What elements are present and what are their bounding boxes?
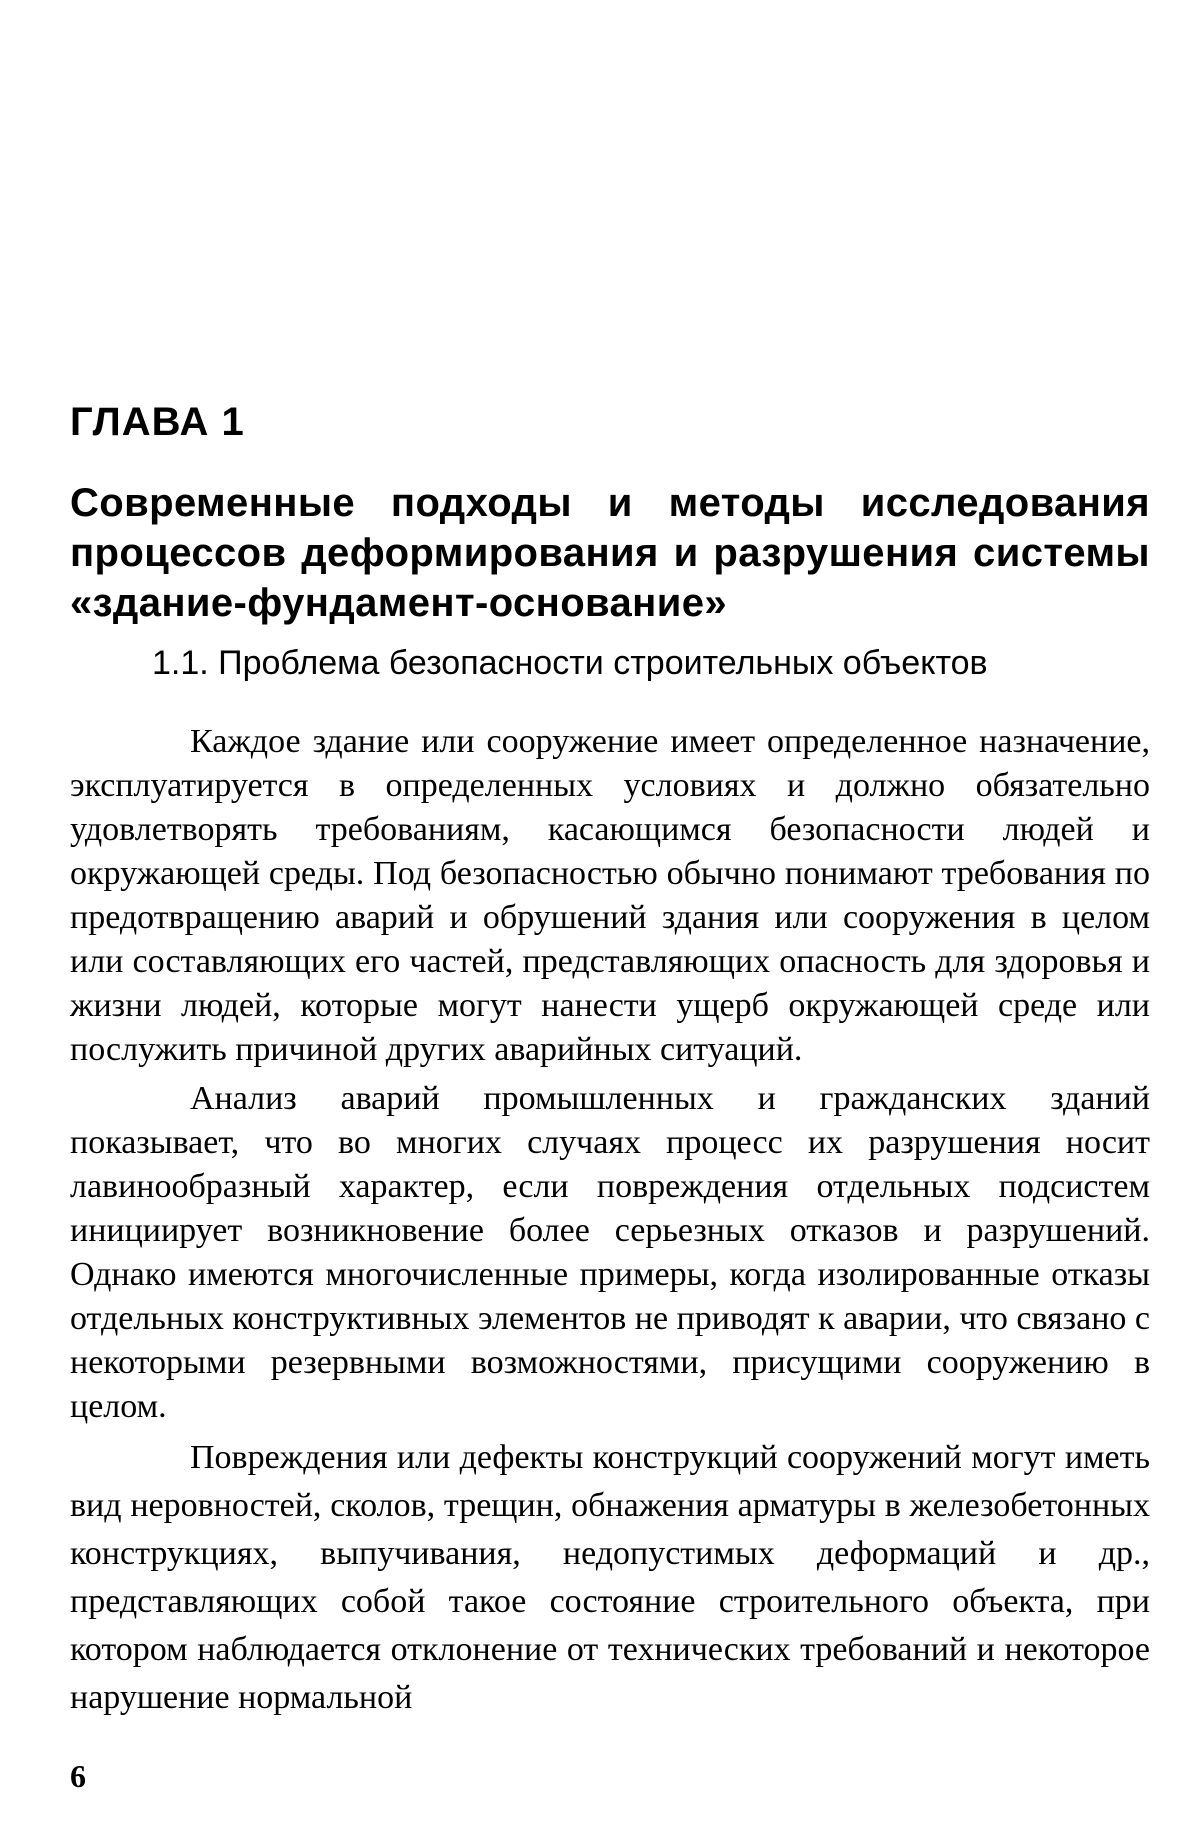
paragraph: Каждое здание или сооружение имеет определенное назначение, эксплуатируется в определенных условиях и должно обязательно удовлетворять требованиям, касающимся безопасности людей и окружающей среды. Под безопасностью обычно понимают требования по предотвращению аварий и обрушений здания или сооружения в целом или составляющих его частей, представляющих опасность для здоровья и жизни людей, которые могут нанести ущерб окружающей среде или послужить причиной других аварийных ситуаций.: [70, 723, 1150, 1068]
paragraph: Анализ аварий промышленных и гражданских зданий показывает, что во многих случаях процесс их разрушения носит лавинообразный характер, если повреждения отдельных подсистем инициирует возникновение более серьезных отказов и разрушений. Однако имеются многочисленные примеры, когда изолированные отказы отдельных конструктивных элементов не приводят к аварии, что связано с некоторыми резервными возможностями, присущими сооружению в целом.: [70, 1080, 1150, 1425]
chapter-title: Современные подходы и методы исследования процессов деформирования и разрушения системы «здание-фундамент-основание»: [70, 481, 1150, 625]
section-heading: 1.1. Проблема безопасности строительных объектов: [152, 644, 988, 682]
page-number: 6: [70, 1758, 86, 1794]
body-text: [70, 720, 1150, 1727]
chapter-label: ГЛАВА 1: [70, 400, 245, 444]
paragraph: Повреждения или дефекты конструкций сооружений могут иметь вид неровностей, сколов, трещин, обнажения арматуры в железобетонных конструкциях, выпучивания, недопустимых деформаций и др., представляющих собой такое состояние строительного объекта, при котором наблюдается отклонение от технических требований и некоторое нарушение нормальной: [70, 1439, 1150, 1716]
